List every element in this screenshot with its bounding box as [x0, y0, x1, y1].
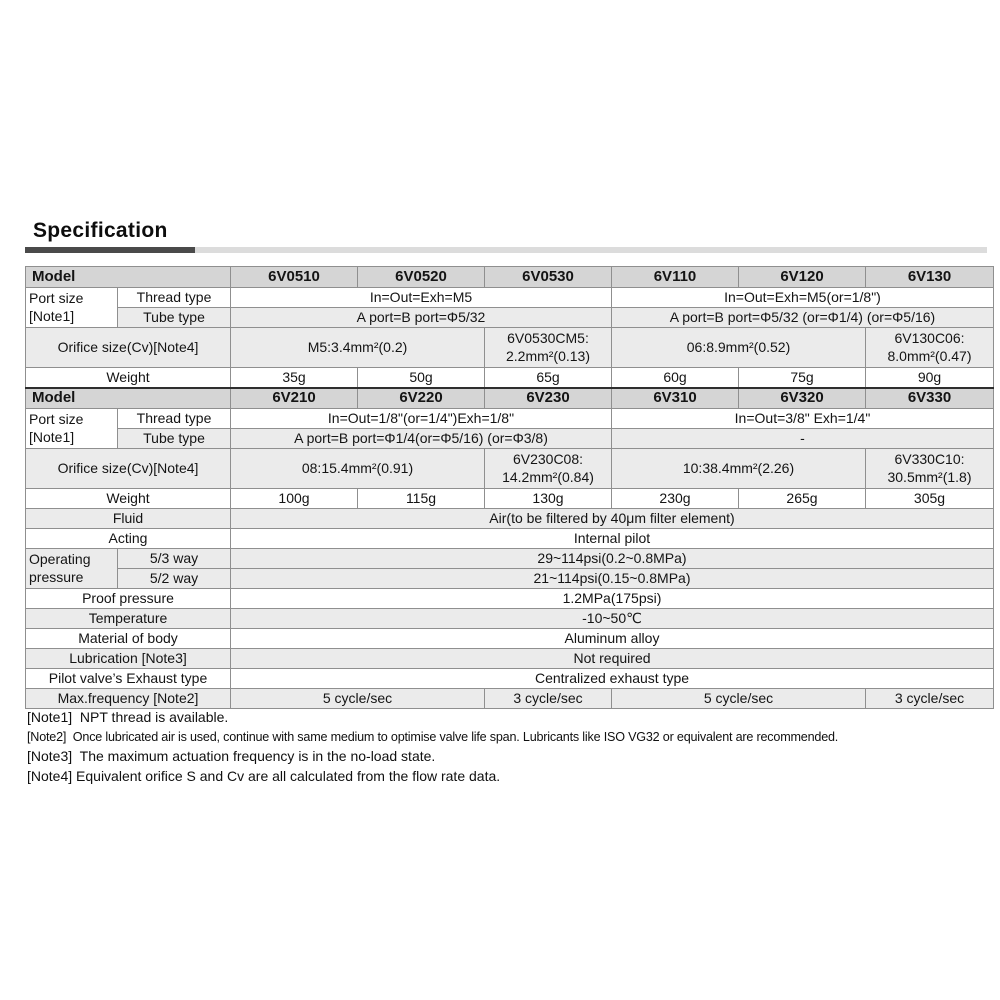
frequency-value: 3 cycle/sec — [866, 689, 994, 709]
model-name: 6V0530 — [485, 267, 612, 288]
weight-value: 90g — [866, 368, 994, 388]
orifice-value: M5:3.4mm²(0.2) — [231, 328, 485, 368]
model-header-row-1 — [26, 267, 994, 288]
way-52-label: 5/2 way — [118, 569, 231, 589]
tube-type-label: Tube type — [118, 429, 231, 449]
heading-underline — [25, 247, 987, 253]
weight-value: 265g — [739, 489, 866, 509]
model-name: 6V220 — [358, 388, 485, 409]
frequency-value: 5 cycle/sec — [231, 689, 485, 709]
model-name: 6V0510 — [231, 267, 358, 288]
fluid-value: Air(to be filtered by 40μm filter element) — [231, 509, 994, 529]
note-1: [Note1] NPT thread is available. — [27, 709, 229, 725]
footnotes — [27, 708, 992, 786]
tube-type-value: A port=B port=Φ1/4(or=Φ5/16) (or=Φ3/8) — [231, 429, 612, 449]
model-name: 6V230 — [485, 388, 612, 409]
model-label: Model — [26, 388, 231, 409]
temperature-value: -10~50℃ — [231, 609, 994, 629]
pressure-53-value: 29~114psi(0.2~0.8MPa) — [231, 549, 994, 569]
orifice-label: Orifice size(Cv)[Note4] — [26, 449, 231, 489]
proof-pressure-value: 1.2MPa(175psi) — [231, 589, 994, 609]
thread-type-row-1 — [26, 288, 994, 308]
weight-value: 35g — [231, 368, 358, 388]
weight-value: 100g — [231, 489, 358, 509]
model-name: 6V320 — [739, 388, 866, 409]
orifice-row-1 — [26, 328, 994, 368]
thread-type-value: In=Out=1/8"(or=1/4")Exh=1/8" — [231, 409, 612, 429]
operating-pressure-52-row — [26, 569, 994, 589]
temperature-row — [26, 609, 994, 629]
orifice-value: 6V130C06: 8.0mm²(0.47) — [866, 328, 994, 368]
model-name: 6V130 — [866, 267, 994, 288]
weight-row-1 — [26, 368, 994, 388]
tube-type-label: Tube type — [118, 308, 231, 328]
tube-type-value: A port=B port=Φ5/32 (or=Φ1/4) (or=Φ5/16) — [612, 308, 994, 328]
weight-value: 50g — [358, 368, 485, 388]
model-label: Model — [26, 267, 231, 288]
thread-type-row-2 — [26, 409, 994, 429]
proof-pressure-row — [26, 589, 994, 609]
fluid-row — [26, 509, 994, 529]
lubrication-row — [26, 649, 994, 669]
fluid-label: Fluid — [26, 509, 231, 529]
thread-type-label: Thread type — [118, 409, 231, 429]
proof-pressure-label: Proof pressure — [26, 589, 231, 609]
temperature-label: Temperature — [26, 609, 231, 629]
orifice-row-2 — [26, 449, 994, 489]
acting-row — [26, 529, 994, 549]
orifice-value: 08:15.4mm²(0.91) — [231, 449, 485, 489]
orifice-value: 6V230C08: 14.2mm²(0.84) — [485, 449, 612, 489]
orifice-value: 6V0530CM5: 2.2mm²(0.13) — [485, 328, 612, 368]
orifice-value: 10:38.4mm²(2.26) — [612, 449, 866, 489]
model-name: 6V110 — [612, 267, 739, 288]
model-name: 6V210 — [231, 388, 358, 409]
weight-label: Weight — [26, 489, 231, 509]
frequency-value: 5 cycle/sec — [612, 689, 866, 709]
weight-row-2 — [26, 489, 994, 509]
tube-type-row-1 — [26, 308, 994, 328]
orifice-value: 6V330C10: 30.5mm²(1.8) — [866, 449, 994, 489]
weight-value: 130g — [485, 489, 612, 509]
orifice-value: 06:8.9mm²(0.52) — [612, 328, 866, 368]
model-name: 6V120 — [739, 267, 866, 288]
weight-value: 65g — [485, 368, 612, 388]
model-name: 6V0520 — [358, 267, 485, 288]
weight-value: 230g — [612, 489, 739, 509]
acting-value: Internal pilot — [231, 529, 994, 549]
weight-value: 60g — [612, 368, 739, 388]
frequency-value: 3 cycle/sec — [485, 689, 612, 709]
way-53-label: 5/3 way — [118, 549, 231, 569]
note-2: [Note2] Once lubricated air is used, continue with same medium to optimise valve life span. Lubricants like ISO VG32 or equivalent are recommended. — [27, 729, 839, 744]
model-header-row-2 — [26, 388, 994, 409]
pressure-52-value: 21~114psi(0.15~0.8MPa) — [231, 569, 994, 589]
heading-underline-accent — [25, 247, 195, 253]
pilot-exhaust-value: Centralized exhaust type — [231, 669, 994, 689]
weight-label: Weight — [26, 368, 231, 388]
max-frequency-label: Max.frequency [Note2] — [26, 689, 231, 709]
page-title: Specification — [33, 219, 168, 242]
port-size-label: Port size [Note1] — [26, 409, 118, 449]
pilot-exhaust-row — [26, 669, 994, 689]
note-4: [Note4] Equivalent orifice S and Cv are all calculated from the flow rate data. — [27, 767, 501, 784]
tube-type-row-2 — [26, 429, 994, 449]
pilot-exhaust-label: Pilot valve’s Exhaust type — [26, 669, 231, 689]
operating-pressure-53-row — [26, 549, 994, 569]
lubrication-label: Lubrication [Note3] — [26, 649, 231, 669]
weight-value: 305g — [866, 489, 994, 509]
thread-type-value: In=Out=3/8" Exh=1/4" — [612, 409, 994, 429]
note-3: [Note3] The maximum actuation frequency is in the no-load state. — [27, 748, 436, 764]
material-value: Aluminum alloy — [231, 629, 994, 649]
specification-table — [25, 266, 994, 709]
tube-type-value: A port=B port=Φ5/32 — [231, 308, 612, 328]
thread-type-value: In=Out=Exh=M5(or=1/8") — [612, 288, 994, 308]
material-row — [26, 629, 994, 649]
tube-type-value: - — [612, 429, 994, 449]
orifice-label: Orifice size(Cv)[Note4] — [26, 328, 231, 368]
thread-type-value: In=Out=Exh=M5 — [231, 288, 612, 308]
model-name: 6V330 — [866, 388, 994, 409]
port-size-label: Port size [Note1] — [26, 288, 118, 328]
weight-value: 75g — [739, 368, 866, 388]
operating-pressure-label: Operating pressure — [26, 549, 118, 589]
thread-type-label: Thread type — [118, 288, 231, 308]
max-frequency-row — [26, 689, 994, 709]
acting-label: Acting — [26, 529, 231, 549]
material-label: Material of body — [26, 629, 231, 649]
lubrication-value: Not required — [231, 649, 994, 669]
weight-value: 115g — [358, 489, 485, 509]
model-name: 6V310 — [612, 388, 739, 409]
